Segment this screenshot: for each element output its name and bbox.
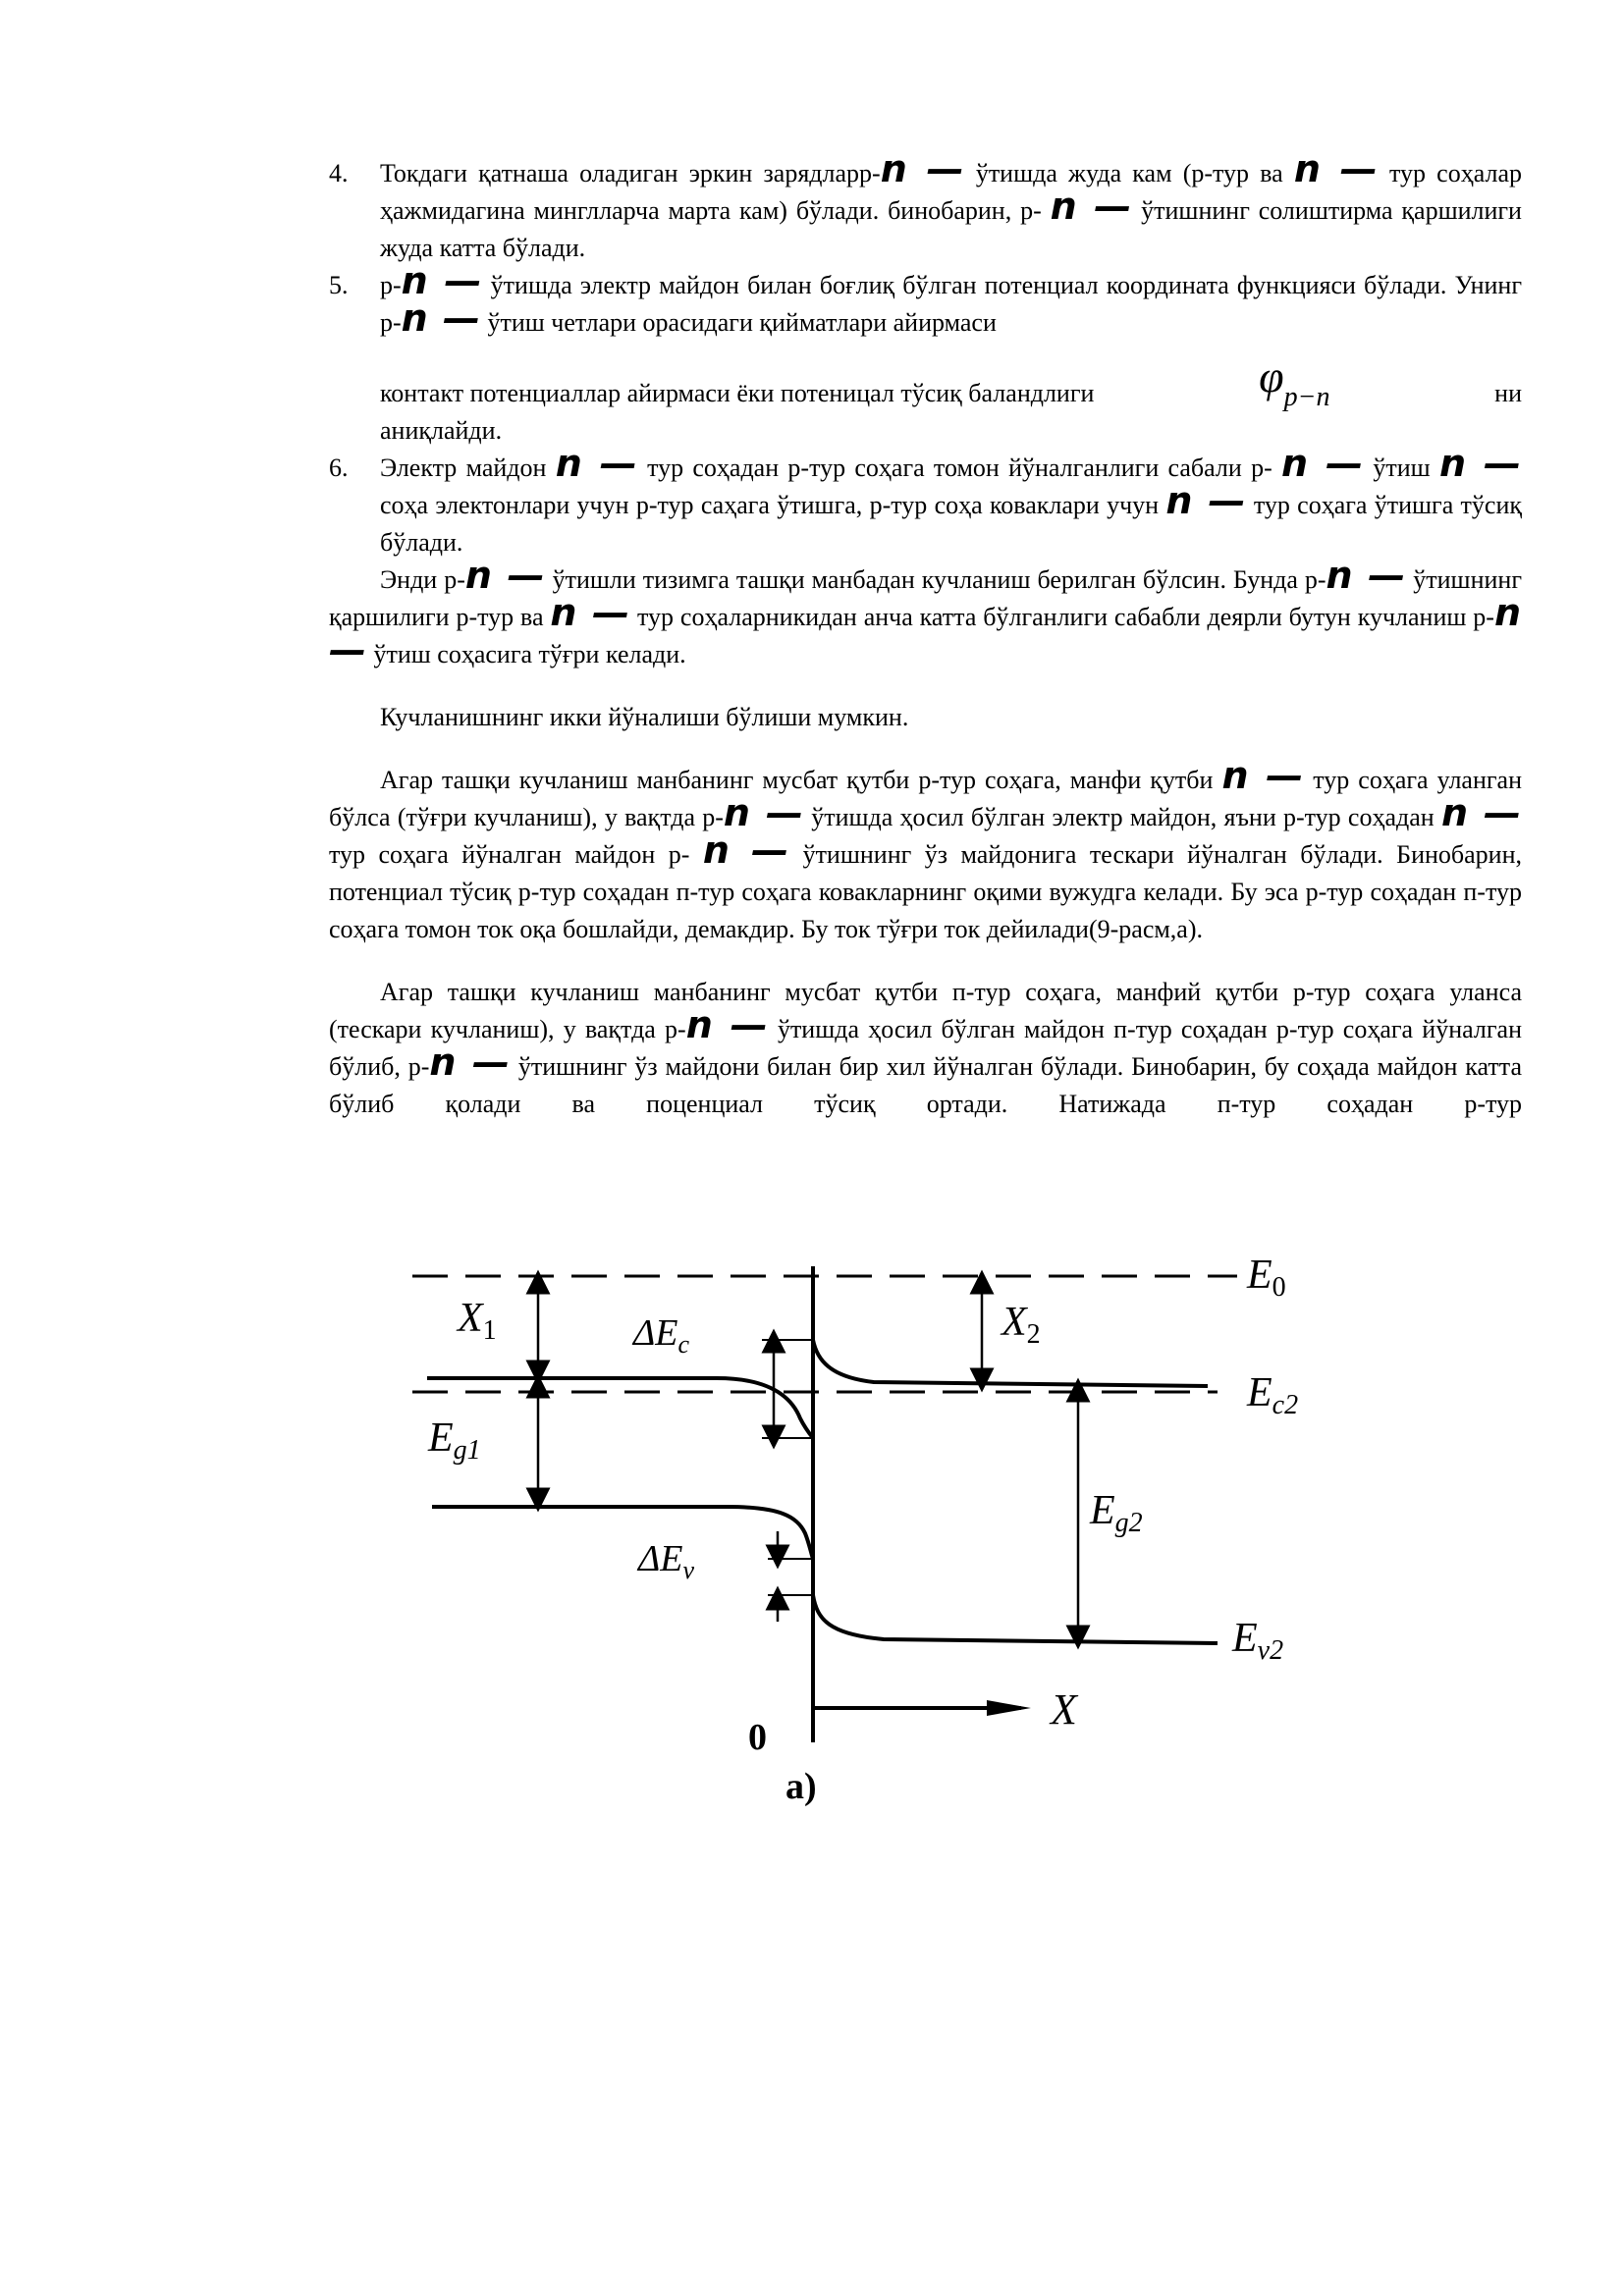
n-symbol: n — bbox=[880, 147, 965, 190]
paragraph: Кучланишнинг икки йўналиши бўлиши мумкин. bbox=[380, 703, 909, 731]
body-text bbox=[329, 147, 1523, 1123]
list-number: 4. bbox=[329, 159, 349, 187]
n-symbol: n — bbox=[1281, 442, 1365, 485]
label-eg1: Eg1 bbox=[428, 1415, 481, 1466]
x-axis-arrow bbox=[987, 1700, 1031, 1716]
n-symbol: n — bbox=[1326, 554, 1407, 597]
label-e0: E0 bbox=[1247, 1253, 1286, 1303]
label-x1: X1 bbox=[458, 1296, 497, 1346]
left-valence-band bbox=[432, 1507, 813, 1559]
left-conduction-band bbox=[427, 1378, 813, 1438]
n-symbol: n — bbox=[401, 259, 483, 302]
list-item: 5. р-n — ўтишда электр майдон билан боғлиқ бўлган потенциал координата функцияси бўлади. Унинг р-n — ўтиш четлари орасидаги қийматлари айирмаси контакт потенциаллар айирмаси ёки потеницал тўсиқ баландлиги φp−n ни аниқлайди. bbox=[329, 259, 1523, 445]
label-ev2: Ev2 bbox=[1232, 1616, 1284, 1666]
phi-symbol: φ bbox=[1259, 351, 1284, 401]
n-symbol: n — bbox=[702, 828, 790, 872]
label-ec2: Ec2 bbox=[1247, 1370, 1299, 1420]
n-symbol: n — bbox=[1221, 754, 1305, 797]
n-symbol: n — bbox=[1438, 442, 1522, 485]
label-x-axis: X bbox=[1051, 1685, 1077, 1734]
label-eg2: Eg2 bbox=[1090, 1488, 1143, 1538]
figure-caption: а) bbox=[785, 1766, 817, 1807]
n-symbol: n — bbox=[1165, 479, 1247, 522]
phi-subscript: p−n bbox=[1283, 382, 1330, 412]
label-delta-ec: $\Delta E_c$ bbox=[633, 1312, 690, 1359]
n-symbol: n — bbox=[329, 591, 1523, 671]
paragraph: Энди р-n — ўтишли тизимга ташқи манбадан кучланиш берилган бўлсин. Бунда р-n — ўтишнинг қаршилиги р-тур ва n — тур соҳаларникидан анча катта бўлганлиги сабабли деярли бутун кучланиш р-n — ўтиш соҳасига тўғри келади. bbox=[329, 554, 1523, 671]
band-diagram bbox=[393, 1247, 1355, 1816]
list-number: 5. bbox=[329, 271, 349, 299]
label-x2: X2 bbox=[1001, 1300, 1041, 1350]
right-valence-band bbox=[813, 1595, 1218, 1643]
n-symbol: n — bbox=[550, 591, 631, 634]
label-origin: 0 bbox=[748, 1717, 767, 1758]
n-symbol: n — bbox=[555, 442, 638, 485]
n-symbol: n — bbox=[429, 1041, 511, 1084]
right-conduction-band bbox=[813, 1340, 1208, 1386]
list-item: 4. Токдаги қатнаша оладиган эркин зарядларр-n — ўтишда жуда кам (р-тур ва n — тур соҳалар ҳажмидагина минглларча марта кам) бўлади. бинобарин, р- n — ўтишнинг солиштирма қаршилиги жуда катта бўлади. bbox=[329, 147, 1522, 262]
list-item: 6. Электр майдон n — тур соҳадан р-тур соҳага томон йўналганлиги сабали р- n — ўтиш n — соҳа электонлари учун р-тур саҳага ўтишга, р-тур соҳа коваклари учун n — тур соҳага ўтишга тўсиқ бўлади. bbox=[329, 442, 1522, 557]
list-number: 6. bbox=[329, 454, 349, 482]
n-symbol: n — bbox=[685, 1003, 769, 1046]
n-symbol: n — bbox=[1050, 185, 1133, 228]
n-symbol: n — bbox=[723, 791, 804, 834]
n-symbol: n — bbox=[401, 296, 481, 340]
n-symbol: n — bbox=[1293, 147, 1379, 190]
paragraph: Агар ташқи кучланиш манбанинг мусбат қутби п-тур соҳага, манфий қутби р-тур соҳага уланса (тескари кучланиш), у вақтда р-n — ўтишда ҳосил бўлган майдон п-тур соҳадан р-тур соҳага йўналган бўлиб, р-n — ўтишнинг ўз майдони билан бир хил йўналган бўлади. Бинобарин, бу соҳада майдон катта бўлиб қолади ва поценциал тўсиқ ортади. Натижада п-тур соҳадан р-тур bbox=[329, 978, 1522, 1118]
paragraph: Агар ташқи кучланиш манбанинг мусбат қутби р-тур соҳага, манфи қутби n — тур соҳага уланган бўлса (тўғри кучланиш), у вақтда р-n — ўтишда ҳосил бўлган электр майдон, яъни р-тур соҳадан n — тур соҳага йўналган майдон р- n — ўтишнинг ўз майдонига тескари йўналган бўлади. Бинобарин, потенциал тўсиқ р-тур соҳадан п-тур соҳага ковакларнинг оқими вужудга келади. Бу эса р-тур соҳадан п-тур соҳага томон ток оқа бошлайди, демакдир. Бу ток тўғри ток дейилади(9-расм,а). bbox=[329, 754, 1523, 943]
n-symbol: n — bbox=[1440, 791, 1523, 834]
n-symbol: n — bbox=[464, 554, 546, 597]
label-delta-ev: $\Delta E_v$ bbox=[638, 1538, 695, 1584]
